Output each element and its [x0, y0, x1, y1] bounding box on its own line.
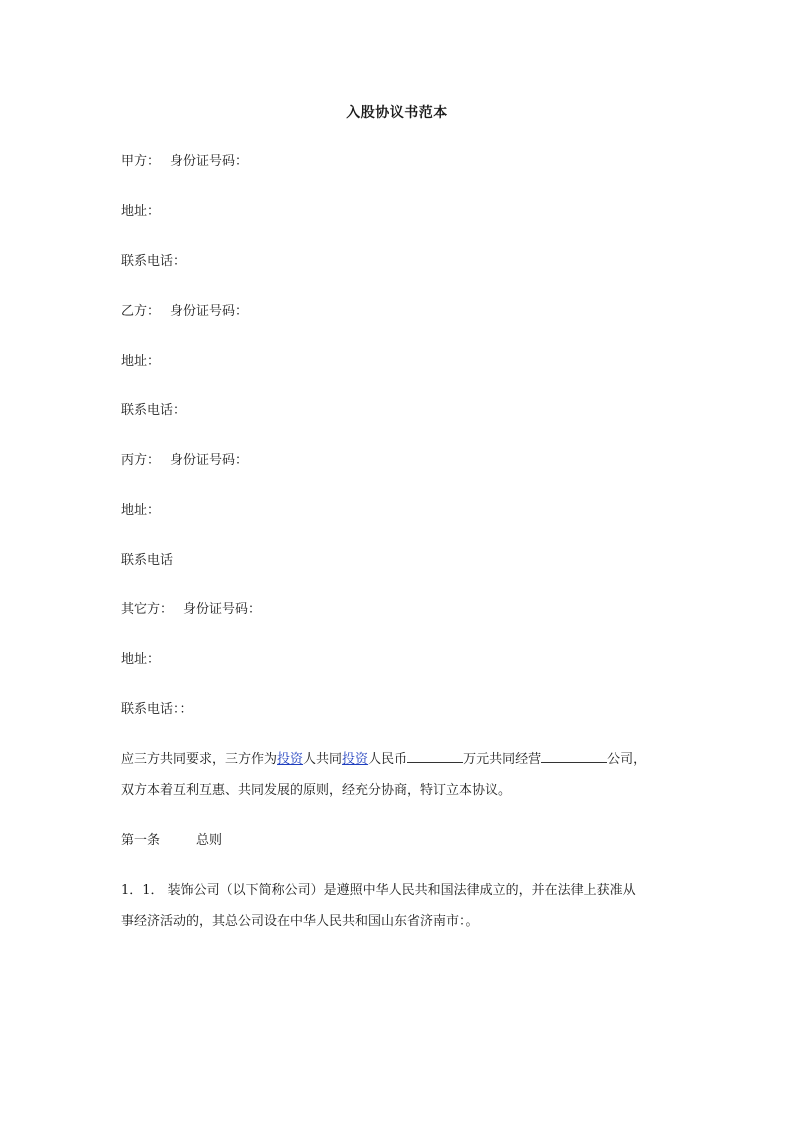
clause-1-1 [121, 875, 691, 937]
article-1-name: 总则 [196, 833, 223, 848]
party-c-address: 地址： [121, 503, 161, 518]
intro-text-3: 人民币 [368, 752, 408, 767]
party-a-label: 甲方： [121, 154, 161, 169]
document-title: 入股协议书范本 [346, 105, 448, 121]
intro-line-1 [121, 744, 681, 775]
company-blank [541, 749, 607, 763]
article-1-number: 第一条 [121, 833, 161, 848]
party-c-phone: 联系电话 [121, 553, 174, 568]
party-b-phone: 联系电话： [121, 403, 187, 418]
party-a-address: 地址： [121, 204, 161, 219]
party-a-phone: 联系电话： [121, 254, 187, 269]
party-other-id-label: 身份证号码： [183, 602, 262, 617]
investment-link-1[interactable]: 投资 [277, 752, 304, 767]
intro-text-2: 人共同 [303, 752, 343, 767]
party-a-line [121, 152, 248, 172]
party-other-phone: 联系电话：： [121, 702, 193, 717]
party-c-line [121, 451, 248, 471]
party-b-label: 乙方： [121, 304, 161, 319]
clause-1-1-line-1: 1．1． 装饰公司（以下简称公司）是遵照中华人民共和国法律成立的，并在法律上获准从 [121, 883, 636, 898]
clause-1-1-line-2: 事经济活动的，其总公司设在中华人民共和国山东省济南市：。 [121, 914, 479, 929]
intro-text-4: 万元共同经营 [463, 752, 542, 767]
party-other-line [121, 600, 261, 620]
article-1-heading [121, 831, 222, 851]
intro-line-2: 双方本着互利互惠、共同发展的原则，经充分协商，特订立本协议。 [121, 783, 512, 798]
intro-text-1: 应三方共同要求，三方作为 [121, 752, 278, 767]
party-a-id-label: 身份证号码： [170, 154, 249, 169]
party-c-label: 丙方： [121, 453, 161, 468]
investment-link-2[interactable]: 投资 [342, 752, 369, 767]
party-other-label: 其它方： [121, 602, 174, 617]
intro-text-5: 公司， [607, 752, 647, 767]
amount-blank [407, 749, 463, 763]
party-b-line [121, 302, 248, 322]
party-b-address: 地址： [121, 354, 161, 369]
intro-paragraph [121, 744, 681, 806]
party-other-address: 地址： [121, 652, 161, 667]
party-c-id-label: 身份证号码： [170, 453, 249, 468]
party-b-id-label: 身份证号码： [170, 304, 249, 319]
